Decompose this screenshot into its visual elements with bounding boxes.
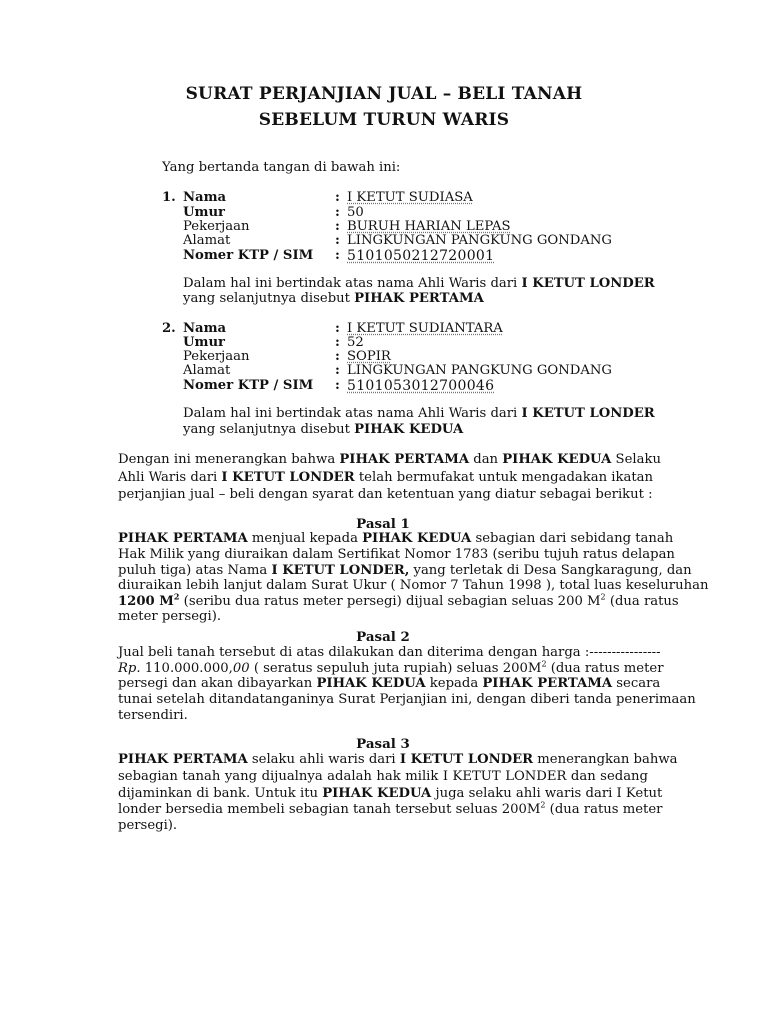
pasal-2-line: tersendiri.: [118, 708, 188, 723]
pasal-1-line: [118, 563, 692, 579]
party-term: PIHAK KEDUA: [316, 676, 426, 691]
area-value: 1200 M: [118, 594, 174, 609]
label-ktp: Nomer KTP / SIM: [183, 248, 314, 263]
superscript: 2: [540, 800, 546, 810]
pasal-text: juga selaku ahli waris dari I Ketut: [431, 786, 663, 801]
pasal-1-line: [118, 591, 679, 610]
preamble-line: [118, 452, 661, 468]
party-term: I KETUT LONDER: [399, 752, 534, 767]
pasal-2-line: [118, 676, 661, 692]
price-cents: 00: [232, 661, 250, 676]
pasal-2-line: Jual beli tanah tersebut di atas dilakukan dan diterima dengan harga :----------------: [118, 645, 661, 660]
pasal-3-line: [118, 786, 663, 802]
party-2-number: 2.: [162, 321, 176, 336]
pasal-text: sebagian dari sebidang tanah: [471, 531, 674, 546]
pasal-1-line: [118, 531, 674, 547]
party-term: I KETUT LONDER,: [271, 563, 410, 578]
colon: :: [335, 248, 340, 263]
pasal-text: (dua ratus meter: [545, 802, 663, 817]
pasal-3-heading: Pasal 3: [356, 736, 410, 752]
pasal-text: secara: [612, 676, 661, 691]
pasal-2-line: tunai setelah ditandatanganinya Surat Perjanjian ini, dengan diberi tanda penerimaan: [118, 692, 696, 707]
preamble-text: Selaku: [611, 452, 661, 467]
preamble-text: telah bermufakat untuk mengadakan ikatan: [354, 470, 654, 485]
party-1-statement-name: I KETUT LONDER: [521, 276, 655, 291]
colon: :: [335, 349, 340, 364]
pasal-text: kepada: [425, 676, 483, 691]
party-2-pekerjaan: SOPIR: [347, 349, 391, 364]
party-2-statement-text: Dalam hal ini bertindak atas nama Ahli Waris dari: [183, 406, 522, 421]
pasal-text: menjual kepada: [247, 531, 363, 546]
party-term: PIHAK PERTAMA: [339, 452, 470, 467]
party-term: PIHAK KEDUA: [322, 786, 432, 801]
pasal-3-line: sebagian tanah yang dijualnya adalah hak milik I KETUT LONDER dan sedang: [118, 769, 648, 784]
party-2-statement-name: I KETUT LONDER: [521, 406, 655, 421]
party-1-role: [183, 291, 484, 306]
preamble-text: dan: [469, 452, 503, 467]
colon: :: [335, 363, 340, 378]
pasal-1-line: meter persegi).: [118, 609, 222, 624]
party-2-role-name: PIHAK KEDUA: [354, 422, 464, 437]
pasal-text: yang terletak di Desa Sangkaragung, dan: [409, 563, 692, 578]
party-1-statement: [183, 276, 655, 291]
party-1-role-text: yang selanjutnya disebut: [183, 291, 355, 306]
preamble-line: perjanjian jual – beli dengan syarat dan ketentuan yang diatur sebagai berikut :: [118, 487, 653, 502]
colon: :: [335, 190, 340, 205]
party-term: PIHAK PERTAMA: [118, 531, 248, 546]
superscript: 2: [600, 592, 606, 602]
preamble-text: Ahli Waris dari: [118, 470, 222, 485]
party-1-umur: 50: [347, 205, 364, 220]
colon: :: [335, 219, 340, 234]
label-umur: Umur: [183, 205, 225, 220]
pasal-text: selaku ahli waris dari: [247, 752, 400, 767]
party-2-role: [183, 422, 463, 437]
pasal-1-heading: Pasal 1: [356, 516, 410, 532]
label-ktp: Nomer KTP / SIM: [183, 378, 314, 393]
party-1-nama: I KETUT SUDIASA: [347, 190, 473, 205]
party-1-statement-text: Dalam hal ini bertindak atas nama Ahli Waris dari: [183, 276, 522, 291]
party-2-umur: 52: [347, 335, 364, 350]
party-term: PIHAK KEDUA: [502, 452, 612, 467]
colon: :: [335, 233, 340, 248]
pasal-1-line: diuraikan lebih lanjut dalam Surat Ukur ( Nomor 7 Tahun 1998 ), total luas keseluruhan: [118, 578, 709, 593]
pasal-text: ( seratus sepuluh juta rupiah) seluas 200M: [249, 661, 542, 676]
party-term: PIHAK PERTAMA: [482, 676, 613, 691]
label-umur: Umur: [183, 335, 225, 350]
party-term: PIHAK PERTAMA: [118, 752, 248, 767]
pasal-text: menerangkan bahwa: [533, 752, 678, 767]
pasal-text: persegi dan akan dibayarkan: [118, 676, 317, 691]
party-2-nama: I KETUT SUDIANTARA: [347, 321, 503, 336]
preamble-line: [118, 470, 654, 486]
pasal-text: (dua ratus meter: [546, 661, 664, 676]
label-pekerjaan: Pekerjaan: [183, 349, 250, 364]
pasal-3-line: persegi).: [118, 818, 178, 833]
party-term: I KETUT LONDER: [221, 470, 355, 485]
party-2-alamat: LINGKUNGAN PANGKUNG GONDANG: [347, 363, 612, 378]
pasal-1-line: Hak Milik yang diuraikan dalam Sertifikat Nomor 1783 (seribu tujuh ratus delapan: [118, 547, 675, 562]
pasal-2-line: [118, 659, 664, 677]
superscript: 2: [173, 591, 180, 602]
colon: :: [335, 378, 340, 393]
intro-text: Yang bertanda tangan di bawah ini:: [162, 160, 401, 175]
party-1-pekerjaan: BURUH HARIAN LEPAS: [347, 219, 511, 234]
pasal-text: londer bersedia membeli sebagian tanah tersebut seluas 200M: [118, 802, 541, 817]
preamble-text: Dengan ini menerangkan bahwa: [118, 452, 340, 467]
party-2-role-text: yang selanjutnya disebut: [183, 422, 355, 437]
party-1-alamat: LINGKUNGAN PANGKUNG GONDANG: [347, 233, 612, 248]
pasal-2-heading: Pasal 2: [356, 629, 410, 645]
pasal-text: (seribu dua ratus meter persegi) dijual sebagian seluas 200 M: [179, 594, 601, 609]
label-pekerjaan: Pekerjaan: [183, 219, 250, 234]
price-value: 110.000.000,: [140, 661, 233, 676]
document-title-line1: SURAT PERJANJIAN JUAL – BELI TANAH: [185, 84, 583, 104]
colon: :: [335, 205, 340, 220]
party-2-ktp: 5101053012700046: [347, 378, 495, 394]
party-2-statement: [183, 406, 655, 421]
pasal-text: dijaminkan di bank. Untuk itu: [118, 786, 323, 801]
party-term: PIHAK KEDUA: [362, 531, 472, 546]
party-1-role-name: PIHAK PERTAMA: [354, 291, 484, 306]
colon: :: [335, 335, 340, 350]
label-nama: Nama: [183, 190, 227, 205]
label-alamat: Alamat: [183, 233, 231, 248]
currency-label: Rp.: [118, 661, 141, 676]
superscript: 2: [541, 659, 547, 669]
document-title-line2: SEBELUM TURUN WARIS: [258, 110, 510, 130]
label-nama: Nama: [183, 321, 227, 336]
party-1-ktp: 5101050212720001: [347, 248, 495, 264]
pasal-3-line: [118, 800, 663, 818]
colon: :: [335, 321, 340, 336]
pasal-3-line: [118, 752, 678, 768]
pasal-text: puluh tiga) atas Nama: [118, 563, 272, 578]
party-1-number: 1.: [162, 190, 176, 205]
label-alamat: Alamat: [183, 363, 231, 378]
pasal-text: (dua ratus: [605, 594, 679, 609]
